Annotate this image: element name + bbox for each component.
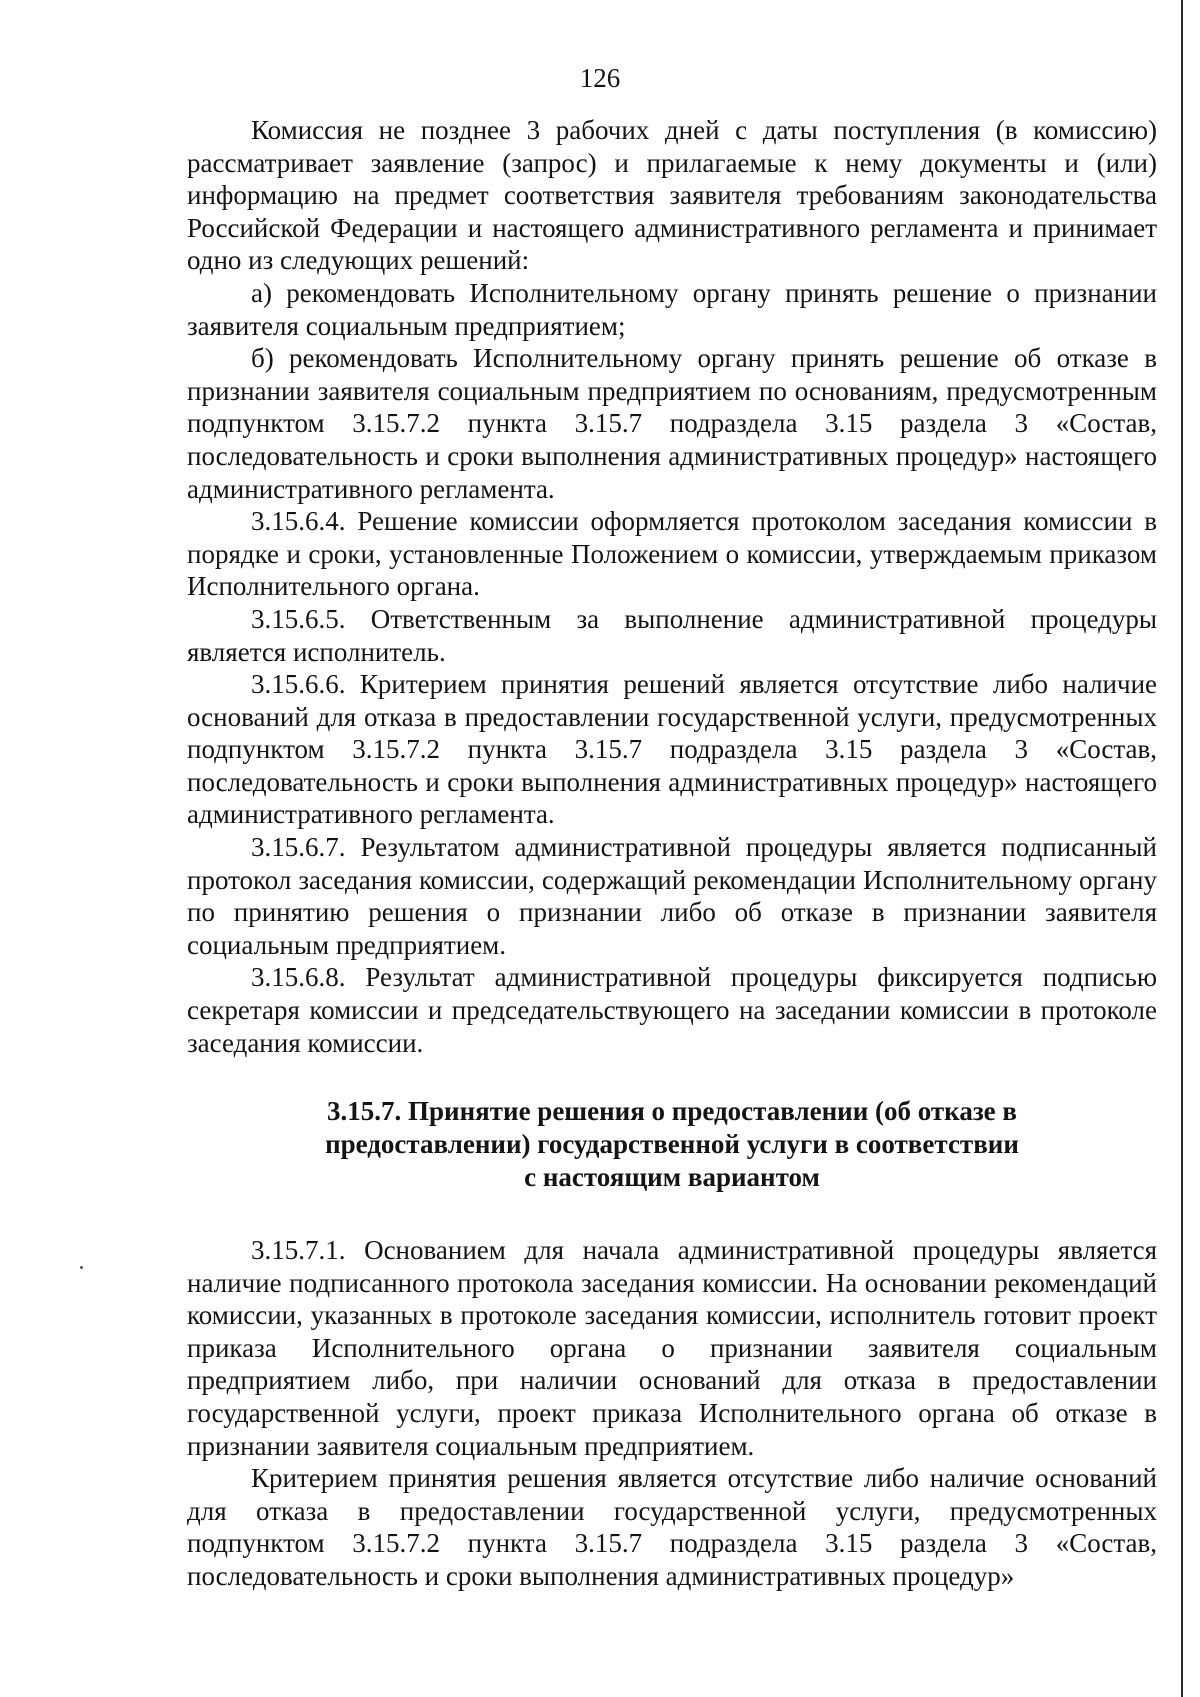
section-heading-3-15-7: [187, 1095, 1157, 1194]
heading-line-2: предоставлении) государственной услуги в соответствии: [325, 1129, 1019, 1159]
paragraph-option-b: б) рекомендовать Исполнительному органу принять решение об отказе в признании заявителя социальным предприятием по основаниям, предусмотренным подпунктом 3.15.7.2 пункта 3.15.7 подраздела 3.15 раздела 3 «Состав, последовательность и сроки выполнения административных процедур» настоящего административного регламента.: [187, 343, 1157, 504]
heading-line-1: 3.15.7. Принятие решения о предоставлении (об отказе в: [327, 1096, 1017, 1126]
body-text-top: [187, 114, 1157, 1059]
paragraph-3-15-6-5: 3.15.6.5. Ответственным за выполнение административной процедуры является исполнитель.: [187, 603, 1157, 667]
paragraph-3-15-7-1: 3.15.7.1. Основанием для начала административной процедуры является наличие подписанного протокола заседания комиссии. На основании рекомендаций комиссии, указанных в протоколе заседания комиссии, исполнитель готовит проект приказа Исполнительного органа о признании заявителя социальным предприятием либо, при наличии оснований для отказа в предоставлении государственной услуги, проект приказа Исполнительного органа об отказе в признании заявителя социальным предприятием.: [187, 1235, 1157, 1461]
heading-line-3: с настоящим вариантом: [524, 1162, 820, 1192]
scan-dot: [80, 1266, 83, 1269]
paragraph-3-15-6-8: 3.15.6.8. Результат административной процедуры фиксируется подписью секретаря комиссии и председательствующего на заседании комиссии в протоколе заседания комиссии.: [187, 962, 1157, 1058]
page-number: 126: [579, 63, 621, 93]
paragraph-option-a: а) рекомендовать Исполнительному органу принять решение о признании заявителя социальным предприятием;: [187, 277, 1157, 341]
paragraph-3-15-6-6: 3.15.6.6. Критерием принятия решений является отсутствие либо наличие оснований для отказа в предоставлении государственной услуги, предусмотренных подпунктом 3.15.7.2 пункта 3.15.7 подраздела 3.15 раздела 3 «Состав, последовательность и сроки выполнения административных процедур» настоящего административного регламента.: [187, 669, 1157, 830]
paragraph-commission-review: Комиссия не позднее 3 рабочих дней с даты поступления (в комиссию) рассматривает заявление (запрос) и прилагаемые к нему документы и (или) информацию на предмет соответствия заявителя требованиям законодательства Российской Федерации и настоящего административного регламента и принимает одно из следующих решений:: [187, 115, 1157, 276]
paragraph-3-15-6-4: 3.15.6.4. Решение комиссии оформляется протоколом заседания комиссии в порядке и сроки, установленные Положением о комиссии, утверждаемым приказом Исполнительного органа.: [187, 506, 1157, 602]
paragraph-3-15-6-7: 3.15.6.7. Результатом административной процедуры является подписанный протокол заседания комиссии, содержащий рекомендации Исполнительному органу по принятию решения о признании либо об отказе в признании заявителя социальным предприятием.: [187, 832, 1157, 960]
page-edge-line: [1181, 0, 1183, 1697]
body-text-bottom: [187, 1234, 1157, 1593]
paragraph-decision-criterion: Критерием принятия решения является отсутствие либо наличие оснований для отказа в предоставлении государственной услуги, предусмотренных подпунктом 3.15.7.2 пункта 3.15.7 подраздела 3.15 раздела 3 «Состав, последовательность и сроки выполнения административных процедур»: [187, 1463, 1157, 1591]
